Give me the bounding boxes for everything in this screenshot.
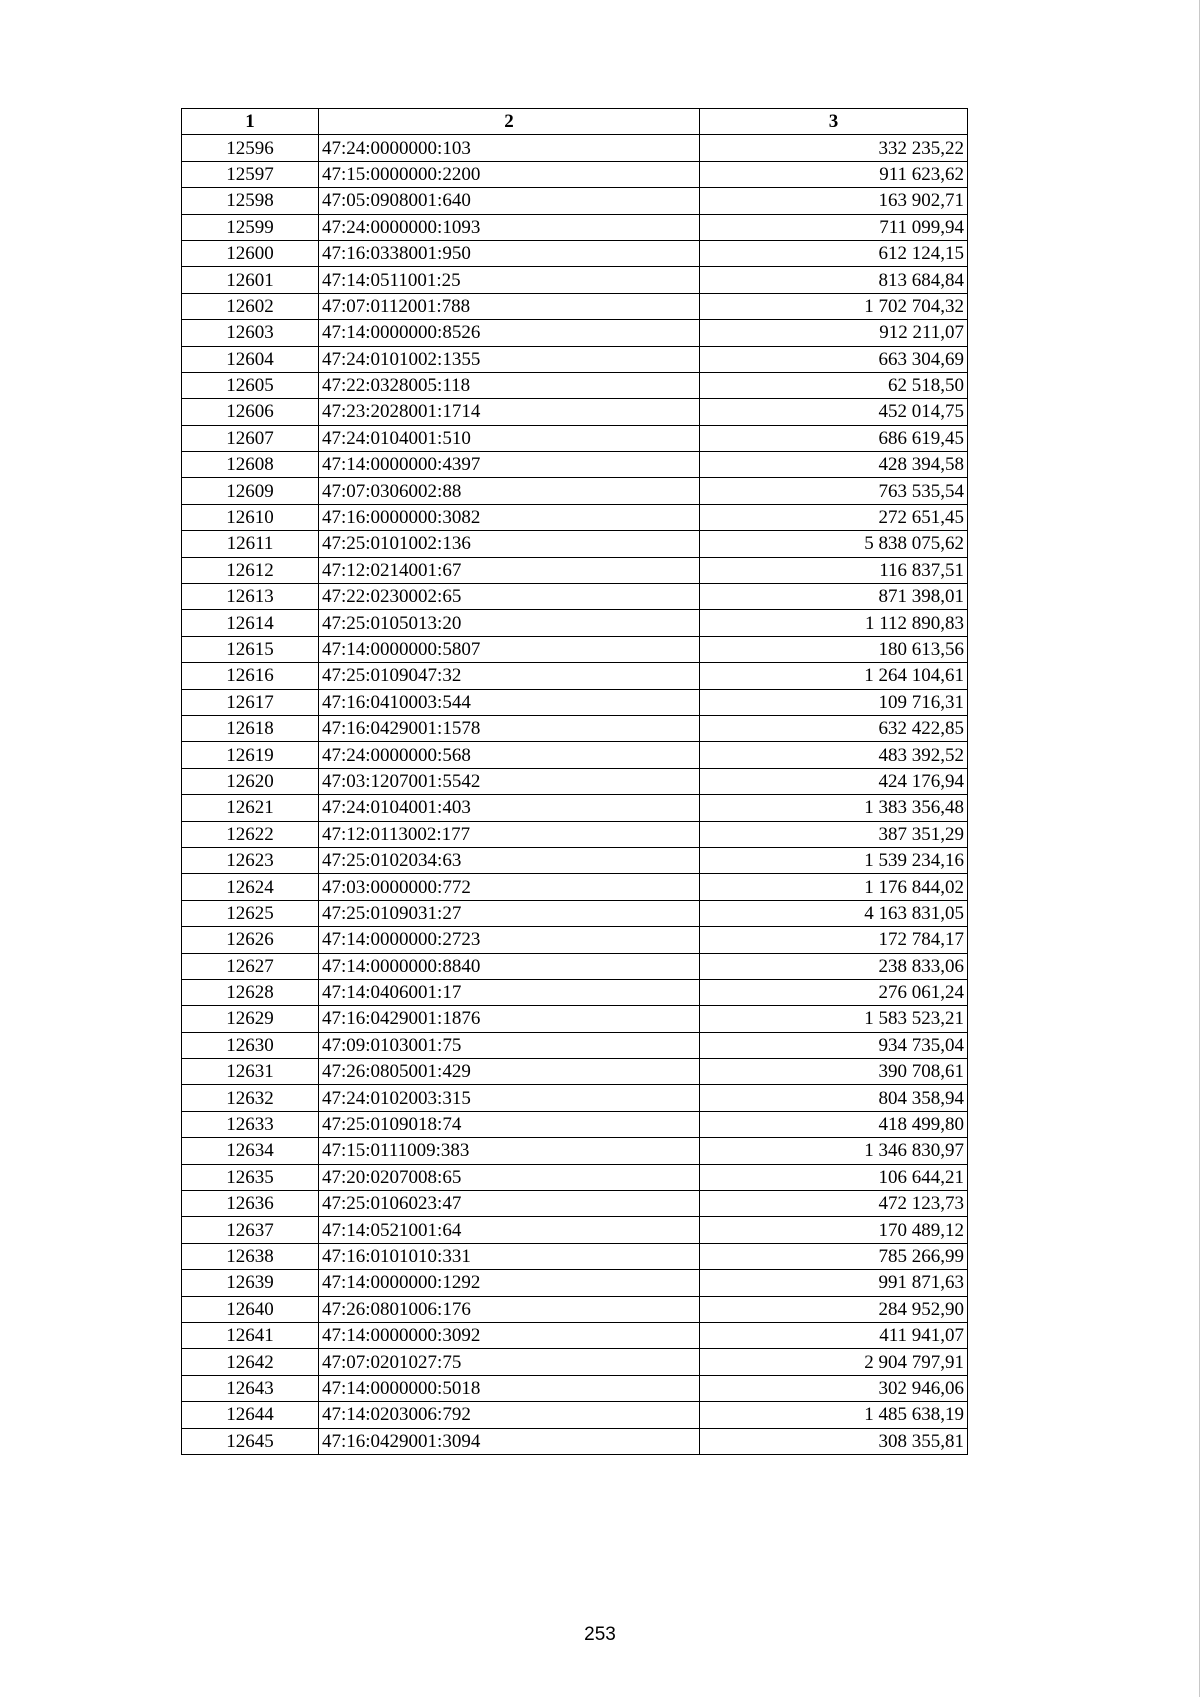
column-header-2: 2 — [319, 109, 700, 135]
table-row — [182, 979, 968, 1005]
row-number-cell: 12621 — [182, 795, 319, 821]
cadastral-value-cell: 62 518,50 — [700, 372, 968, 398]
cadastral-number-cell: 47:26:0805001:429 — [319, 1059, 700, 1085]
cadastral-value-cell: 4 163 831,05 — [700, 900, 968, 926]
table-row — [182, 1349, 968, 1375]
cadastral-value-cell: 612 124,15 — [700, 240, 968, 266]
row-number-cell: 12600 — [182, 240, 319, 266]
column-header-3: 3 — [700, 109, 968, 135]
cadastral-value-cell: 686 619,45 — [700, 425, 968, 451]
table-row — [182, 1402, 968, 1428]
table-row — [182, 874, 968, 900]
table-row — [182, 1164, 968, 1190]
cadastral-value-cell: 276 061,24 — [700, 979, 968, 1005]
row-number-cell: 12606 — [182, 399, 319, 425]
cadastral-value-cell: 428 394,58 — [700, 452, 968, 478]
cadastral-number-cell: 47:24:0102003:315 — [319, 1085, 700, 1111]
cadastral-value-cell: 1 264 104,61 — [700, 663, 968, 689]
row-number-cell: 12617 — [182, 689, 319, 715]
row-number-cell: 12634 — [182, 1138, 319, 1164]
table-row — [182, 1296, 968, 1322]
row-number-cell: 12628 — [182, 979, 319, 1005]
table-row — [182, 1375, 968, 1401]
cadastral-number-cell: 47:16:0101010:331 — [319, 1243, 700, 1269]
cadastral-value-cell: 332 235,22 — [700, 135, 968, 161]
cadastral-value-cell: 1 383 356,48 — [700, 795, 968, 821]
table-row — [182, 1428, 968, 1454]
cadastral-value-cell: 1 485 638,19 — [700, 1402, 968, 1428]
cadastral-value-cell: 785 266,99 — [700, 1243, 968, 1269]
cadastral-number-cell: 47:25:0109018:74 — [319, 1111, 700, 1137]
table-row — [182, 135, 968, 161]
cadastral-value-cell: 813 684,84 — [700, 267, 968, 293]
table-row — [182, 715, 968, 741]
cadastral-number-cell: 47:15:0000000:2200 — [319, 161, 700, 187]
table-row — [182, 531, 968, 557]
table-row — [182, 953, 968, 979]
cadastral-number-cell: 47:14:0000000:5807 — [319, 636, 700, 662]
cadastral-value-cell: 418 499,80 — [700, 1111, 968, 1137]
table-row — [182, 161, 968, 187]
row-number-cell: 12636 — [182, 1191, 319, 1217]
cadastral-value-cell: 1 176 844,02 — [700, 874, 968, 900]
row-number-cell: 12641 — [182, 1322, 319, 1348]
table-row — [182, 1270, 968, 1296]
cadastral-value-cell: 871 398,01 — [700, 584, 968, 610]
cadastral-value-cell: 663 304,69 — [700, 346, 968, 372]
cadastral-value-cell: 763 535,54 — [700, 478, 968, 504]
cadastral-number-cell: 47:25:0102034:63 — [319, 847, 700, 873]
cadastral-value-cell: 308 355,81 — [700, 1428, 968, 1454]
table-row — [182, 346, 968, 372]
cadastral-number-cell: 47:07:0306002:88 — [319, 478, 700, 504]
row-number-cell: 12605 — [182, 372, 319, 398]
cadastral-value-cell: 116 837,51 — [700, 557, 968, 583]
row-number-cell: 12598 — [182, 188, 319, 214]
cadastral-value-cell: 5 838 075,62 — [700, 531, 968, 557]
cadastral-number-cell: 47:14:0000000:8526 — [319, 320, 700, 346]
row-number-cell: 12620 — [182, 768, 319, 794]
row-number-cell: 12596 — [182, 135, 319, 161]
cadastral-number-cell: 47:25:0101002:136 — [319, 531, 700, 557]
row-number-cell: 12609 — [182, 478, 319, 504]
table-row — [182, 557, 968, 583]
row-number-cell: 12629 — [182, 1006, 319, 1032]
cadastral-value-cell: 991 871,63 — [700, 1270, 968, 1296]
row-number-cell: 12639 — [182, 1270, 319, 1296]
row-number-cell: 12637 — [182, 1217, 319, 1243]
cadastral-value-cell: 472 123,73 — [700, 1191, 968, 1217]
table-row — [182, 240, 968, 266]
cadastral-number-cell: 47:26:0801006:176 — [319, 1296, 700, 1322]
row-number-cell: 12597 — [182, 161, 319, 187]
row-number-cell: 12638 — [182, 1243, 319, 1269]
row-number-cell: 12615 — [182, 636, 319, 662]
table-row — [182, 1138, 968, 1164]
table-row — [182, 900, 968, 926]
table-row — [182, 1032, 968, 1058]
cadastral-number-cell: 47:25:0105013:20 — [319, 610, 700, 636]
row-number-cell: 12603 — [182, 320, 319, 346]
table-row — [182, 584, 968, 610]
row-number-cell: 12604 — [182, 346, 319, 372]
cadastral-number-cell: 47:16:0429001:1578 — [319, 715, 700, 741]
table-row — [182, 1243, 968, 1269]
row-number-cell: 12630 — [182, 1032, 319, 1058]
cadastral-value-table — [181, 108, 968, 1455]
cadastral-number-cell: 47:20:0207008:65 — [319, 1164, 700, 1190]
cadastral-value-cell: 170 489,12 — [700, 1217, 968, 1243]
cadastral-number-cell: 47:16:0338001:950 — [319, 240, 700, 266]
cadastral-number-cell: 47:14:0521001:64 — [319, 1217, 700, 1243]
cadastral-number-cell: 47:25:0109031:27 — [319, 900, 700, 926]
cadastral-number-cell: 47:14:0000000:5018 — [319, 1375, 700, 1401]
table-row — [182, 188, 968, 214]
table-row — [182, 372, 968, 398]
cadastral-number-cell: 47:03:1207001:5542 — [319, 768, 700, 794]
table-body — [182, 135, 968, 1455]
table-row — [182, 1059, 968, 1085]
row-number-cell: 12633 — [182, 1111, 319, 1137]
cadastral-value-cell: 390 708,61 — [700, 1059, 968, 1085]
cadastral-value-cell: 912 211,07 — [700, 320, 968, 346]
cadastral-value-cell: 424 176,94 — [700, 768, 968, 794]
cadastral-number-cell: 47:14:0000000:3092 — [319, 1322, 700, 1348]
cadastral-number-cell: 47:24:0000000:1093 — [319, 214, 700, 240]
cadastral-value-cell: 632 422,85 — [700, 715, 968, 741]
table-row — [182, 1085, 968, 1111]
cadastral-value-cell: 284 952,90 — [700, 1296, 968, 1322]
cadastral-number-cell: 47:07:0201027:75 — [319, 1349, 700, 1375]
table-row — [182, 847, 968, 873]
cadastral-number-cell: 47:24:0101002:1355 — [319, 346, 700, 372]
cadastral-number-cell: 47:14:0000000:2723 — [319, 927, 700, 953]
table-row — [182, 795, 968, 821]
row-number-cell: 12627 — [182, 953, 319, 979]
table-row — [182, 293, 968, 319]
cadastral-value-cell: 804 358,94 — [700, 1085, 968, 1111]
cadastral-number-cell: 47:16:0429001:1876 — [319, 1006, 700, 1032]
table-row — [182, 821, 968, 847]
table-row — [182, 1006, 968, 1032]
cadastral-value-cell: 302 946,06 — [700, 1375, 968, 1401]
cadastral-value-cell: 1 539 234,16 — [700, 847, 968, 873]
cadastral-value-cell: 387 351,29 — [700, 821, 968, 847]
cadastral-value-cell: 411 941,07 — [700, 1322, 968, 1348]
cadastral-value-cell: 163 902,71 — [700, 188, 968, 214]
cadastral-number-cell: 47:16:0000000:3082 — [319, 504, 700, 530]
cadastral-number-cell: 47:03:0000000:772 — [319, 874, 700, 900]
cadastral-value-cell: 452 014,75 — [700, 399, 968, 425]
row-number-cell: 12632 — [182, 1085, 319, 1111]
row-number-cell: 12645 — [182, 1428, 319, 1454]
cadastral-value-cell: 109 716,31 — [700, 689, 968, 715]
cadastral-number-cell: 47:24:0104001:510 — [319, 425, 700, 451]
row-number-cell: 12608 — [182, 452, 319, 478]
table-row — [182, 768, 968, 794]
cadastral-number-cell: 47:23:2028001:1714 — [319, 399, 700, 425]
row-number-cell: 12631 — [182, 1059, 319, 1085]
row-number-cell: 12643 — [182, 1375, 319, 1401]
table-row — [182, 1217, 968, 1243]
cadastral-value-cell: 172 784,17 — [700, 927, 968, 953]
cadastral-number-cell: 47:12:0113002:177 — [319, 821, 700, 847]
row-number-cell: 12640 — [182, 1296, 319, 1322]
row-number-cell: 12626 — [182, 927, 319, 953]
row-number-cell: 12624 — [182, 874, 319, 900]
row-number-cell: 12635 — [182, 1164, 319, 1190]
row-number-cell: 12610 — [182, 504, 319, 530]
table-row — [182, 425, 968, 451]
cadastral-number-cell: 47:24:0000000:103 — [319, 135, 700, 161]
cadastral-number-cell: 47:24:0000000:568 — [319, 742, 700, 768]
row-number-cell: 12614 — [182, 610, 319, 636]
cadastral-number-cell: 47:22:0230002:65 — [319, 584, 700, 610]
cadastral-number-cell: 47:14:0511001:25 — [319, 267, 700, 293]
cadastral-value-cell: 238 833,06 — [700, 953, 968, 979]
table-row — [182, 478, 968, 504]
cadastral-value-cell: 2 904 797,91 — [700, 1349, 968, 1375]
table-row — [182, 1191, 968, 1217]
row-number-cell: 12602 — [182, 293, 319, 319]
table-row — [182, 267, 968, 293]
table-row — [182, 399, 968, 425]
table-row — [182, 689, 968, 715]
row-number-cell: 12599 — [182, 214, 319, 240]
cadastral-number-cell: 47:25:0109047:32 — [319, 663, 700, 689]
cadastral-value-cell: 272 651,45 — [700, 504, 968, 530]
cadastral-value-cell: 911 623,62 — [700, 161, 968, 187]
cadastral-value-cell: 1 583 523,21 — [700, 1006, 968, 1032]
row-number-cell: 12612 — [182, 557, 319, 583]
row-number-cell: 12607 — [182, 425, 319, 451]
cadastral-value-cell: 711 099,94 — [700, 214, 968, 240]
cadastral-number-cell: 47:07:0112001:788 — [319, 293, 700, 319]
cadastral-number-cell: 47:22:0328005:118 — [319, 372, 700, 398]
row-number-cell: 12623 — [182, 847, 319, 873]
cadastral-value-cell: 1 702 704,32 — [700, 293, 968, 319]
cadastral-number-cell: 47:14:0000000:4397 — [319, 452, 700, 478]
table-row — [182, 742, 968, 768]
cadastral-number-cell: 47:12:0214001:67 — [319, 557, 700, 583]
cadastral-value-cell: 934 735,04 — [700, 1032, 968, 1058]
cadastral-value-cell: 1 112 890,83 — [700, 610, 968, 636]
cadastral-number-cell: 47:09:0103001:75 — [319, 1032, 700, 1058]
table-row — [182, 663, 968, 689]
table-row — [182, 214, 968, 240]
table-row — [182, 1322, 968, 1348]
cadastral-number-cell: 47:14:0000000:8840 — [319, 953, 700, 979]
cadastral-number-cell: 47:14:0203006:792 — [319, 1402, 700, 1428]
cadastral-value-cell: 483 392,52 — [700, 742, 968, 768]
row-number-cell: 12625 — [182, 900, 319, 926]
cadastral-number-cell: 47:24:0104001:403 — [319, 795, 700, 821]
header-row — [182, 109, 968, 135]
table-row — [182, 610, 968, 636]
row-number-cell: 12644 — [182, 1402, 319, 1428]
cadastral-number-cell: 47:14:0000000:1292 — [319, 1270, 700, 1296]
table-row — [182, 452, 968, 478]
table-row — [182, 927, 968, 953]
table-row — [182, 1111, 968, 1137]
cadastral-number-cell: 47:05:0908001:640 — [319, 188, 700, 214]
column-header-1: 1 — [182, 109, 319, 135]
cadastral-number-cell: 47:14:0406001:17 — [319, 979, 700, 1005]
table-header — [182, 109, 968, 135]
cadastral-value-cell: 106 644,21 — [700, 1164, 968, 1190]
table-row — [182, 320, 968, 346]
cadastral-value-cell: 180 613,56 — [700, 636, 968, 662]
cadastral-number-cell: 47:15:0111009:383 — [319, 1138, 700, 1164]
cadastral-number-cell: 47:16:0410003:544 — [319, 689, 700, 715]
cadastral-value-cell: 1 346 830,97 — [700, 1138, 968, 1164]
cadastral-number-cell: 47:16:0429001:3094 — [319, 1428, 700, 1454]
row-number-cell: 12613 — [182, 584, 319, 610]
page-number: 253 — [584, 1624, 616, 1645]
row-number-cell: 12601 — [182, 267, 319, 293]
cadastral-number-cell: 47:25:0106023:47 — [319, 1191, 700, 1217]
row-number-cell: 12642 — [182, 1349, 319, 1375]
row-number-cell: 12622 — [182, 821, 319, 847]
row-number-cell: 12616 — [182, 663, 319, 689]
table-row — [182, 504, 968, 530]
row-number-cell: 12619 — [182, 742, 319, 768]
row-number-cell: 12611 — [182, 531, 319, 557]
table-row — [182, 636, 968, 662]
row-number-cell: 12618 — [182, 715, 319, 741]
